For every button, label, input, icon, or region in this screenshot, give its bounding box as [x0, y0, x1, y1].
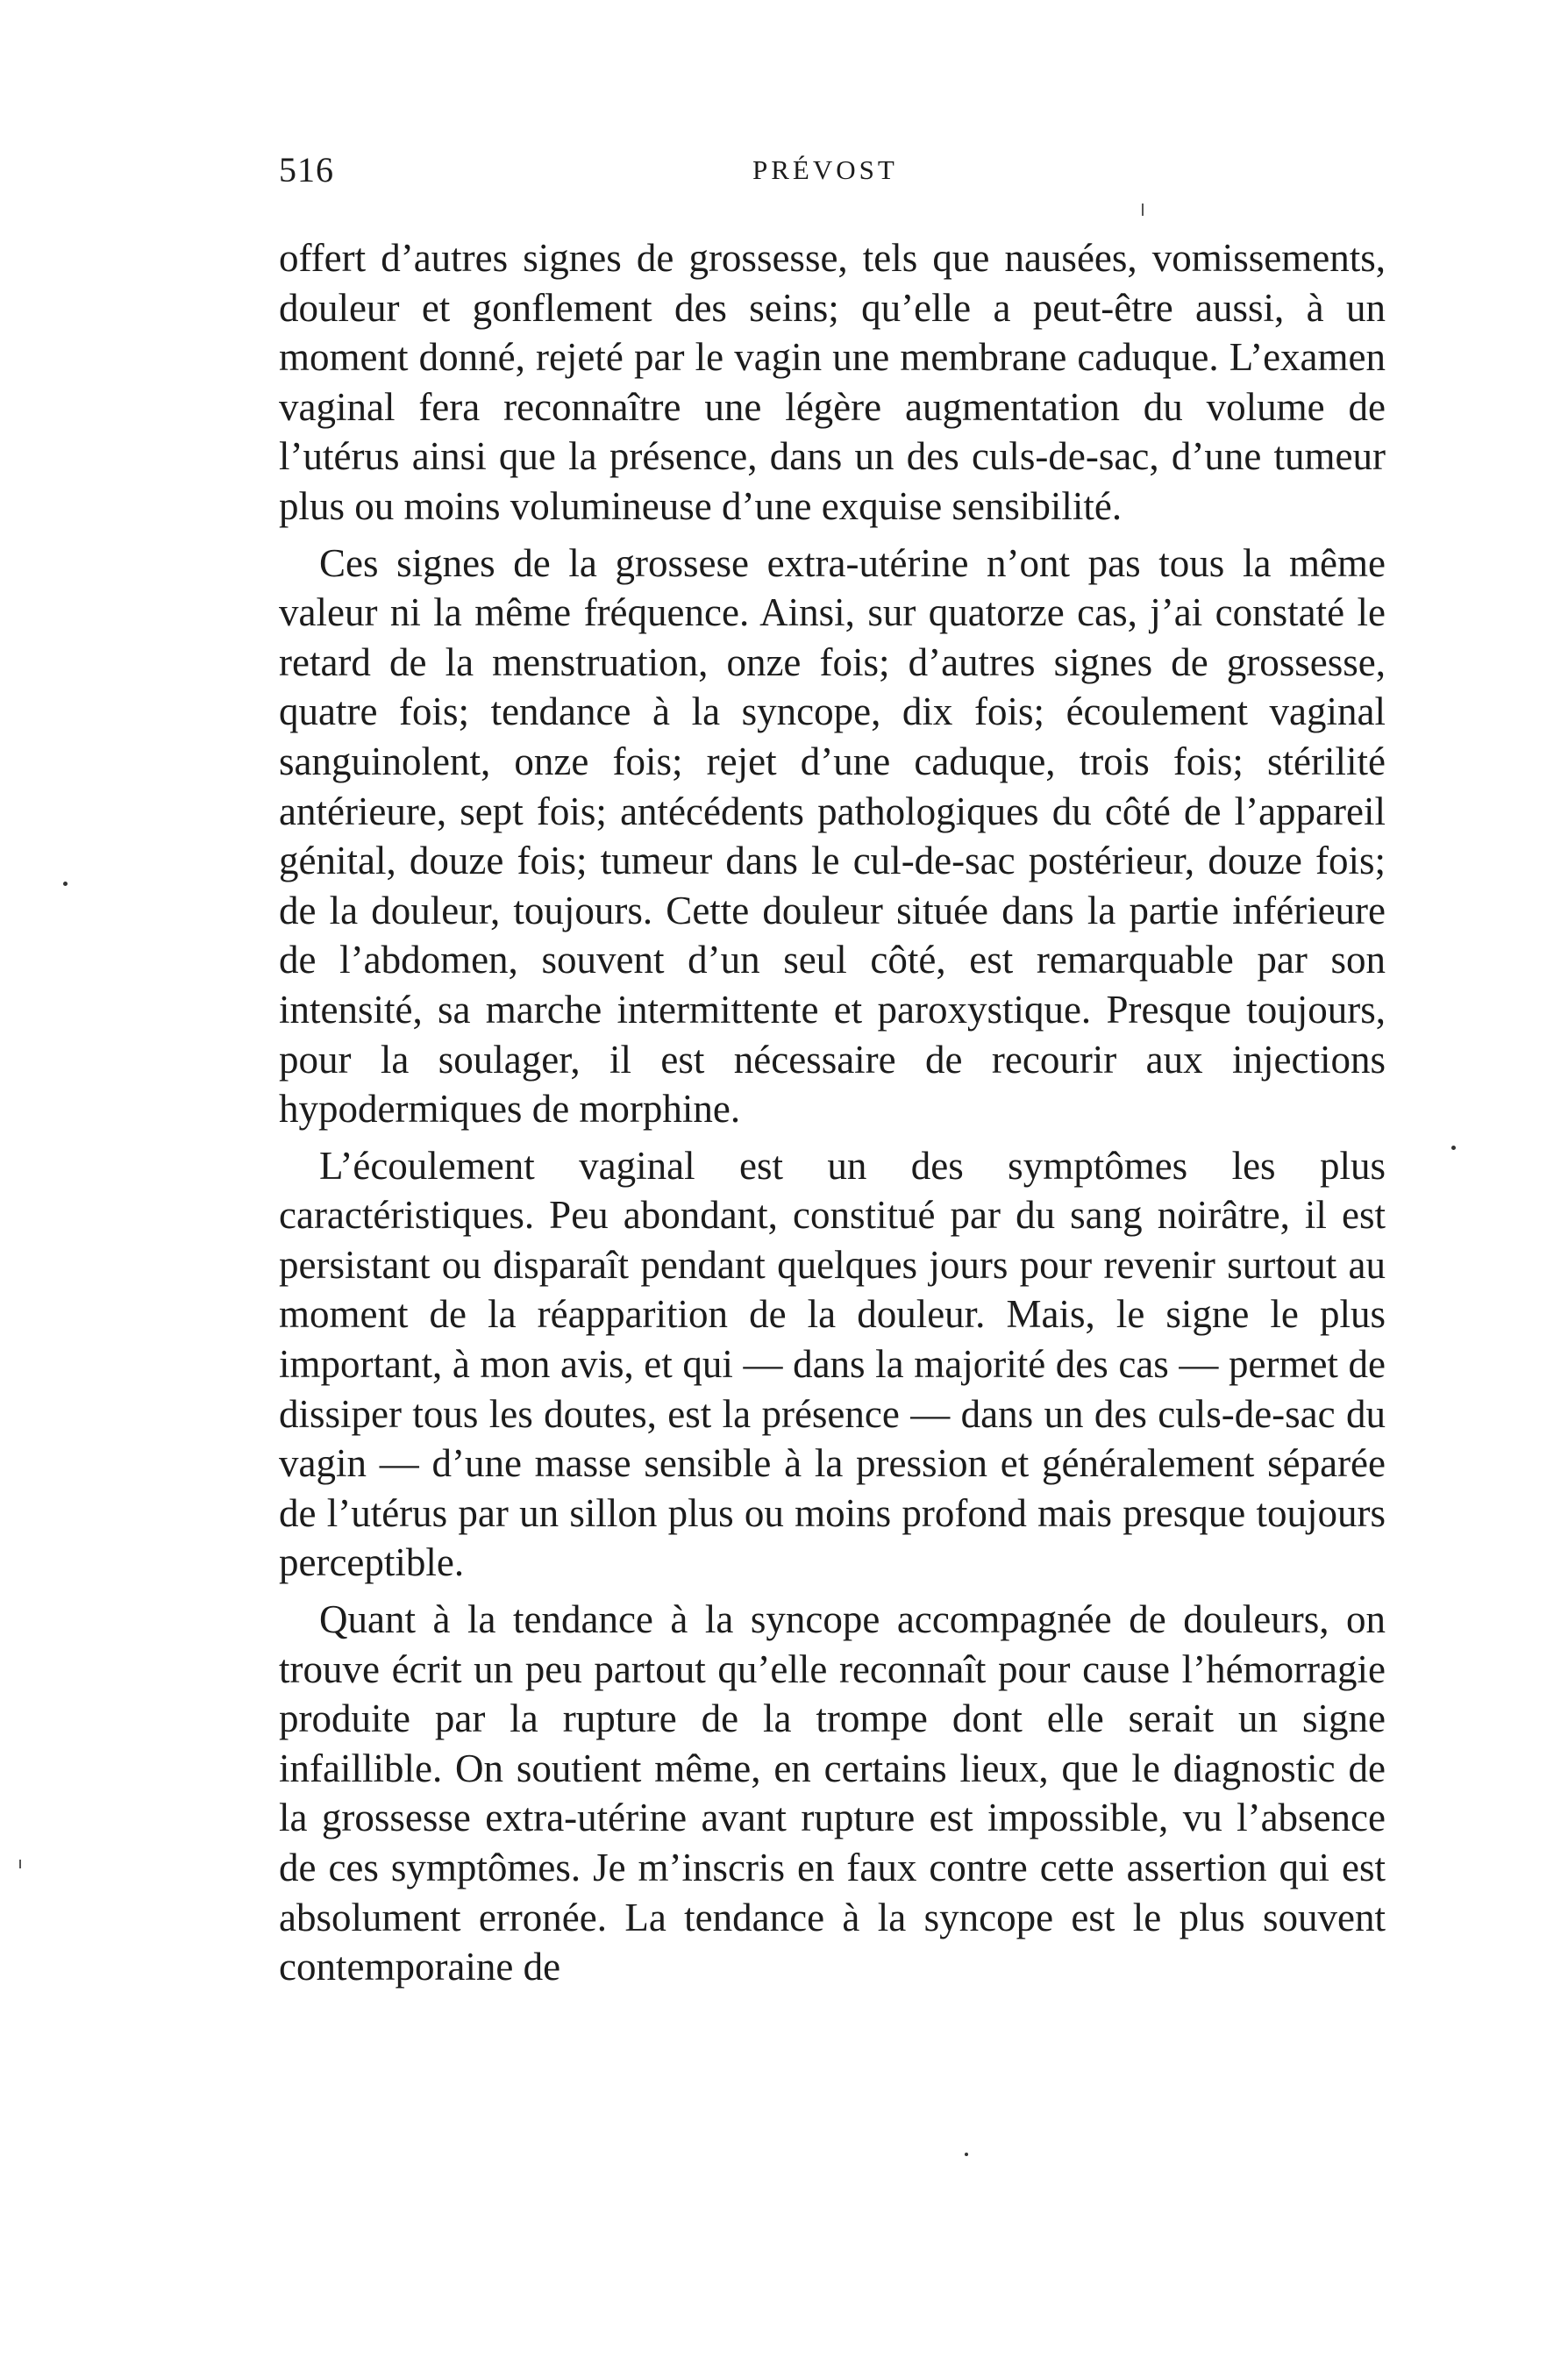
body-text: [279, 233, 1386, 1992]
paragraph-continuation: offert d’autres signes de grossesse, tels que nausées, vomissements, douleur et gonflement des seins; qu’elle a peut-être aussi, à un moment donné, rejeté par le vagin une membrane caduque. L’examen vaginal fera reconnaître une légère augmentation du volume de l’utérus ainsi que la présence, dans un des culs-de-sac, d’une tumeur plus ou moins volumineuse d’une exquise sensibilité.: [279, 236, 1386, 528]
paragraph-syncope: Quant à la tendance à la syncope accompagnée de douleurs, on trouve écrit un peu partout qu’elle reconnaît pour cause l’hémorragie produite par la rupture de la trompe dont elle serait un signe infaillible. On soutient même, en certains lieux, que le diagnostic de la grossesse extra-utérine avant rupture est impossible, vu l’absence de ces symptômes. Je m’inscris en faux contre cette assertion qui est absolument erronée. La tendance à la syncope est le plus souvent contemporaine de: [279, 1597, 1386, 1989]
running-title: PRÉVOST: [752, 154, 898, 185]
page-number: 516: [279, 150, 334, 189]
scan-mark: [1142, 204, 1144, 216]
paragraph-vaginal-discharge: L’écoulement vaginal est un des symptômes les plus caractéristiques. Peu abondant, constitué par du sang noirâtre, il est persistant ou disparaît pendant quelques jours pour revenir surtout au moment de la réapparition de la douleur. Mais, le signe le plus important, à mon avis, et qui — dans la majorité des cas — permet de dissiper tous les doutes, est la présence — dans un des culs-de-sac du vagin — d’une masse sensible à la pression et généralement séparée de l’utérus par un sillon plus ou moins profond mais presque toujours perceptible.: [279, 1143, 1386, 1585]
paragraph-signs-frequency: Ces signes de la grossese extra-utérine n’ont pas tous la même valeur ni la même fréquence. Ainsi, sur quatorze cas, j’ai constaté le retard de la menstruation, onze fois; d’autres signes de grossesse, quatre fois; tendance à la syncope, dix fois; écoulement vaginal sanguinolent, onze fois; rejet d’une caduque, trois fois; stérilité antérieure, sept fois; antécédents pathologiques du côté de l’appareil génital, douze fois; tumeur dans le cul-de-sac postérieur, douze fois; de la douleur, toujours. Cette douleur située dans la partie inférieure de l’abdomen, souvent d’un seul côté, est remarquable par son intensité, sa marche intermittente et paroxystique. Presque toujours, pour la soulager, il est nécessaire de recourir aux injections hypodermiques de morphine.: [279, 540, 1386, 1132]
scan-speck: [1451, 1146, 1456, 1150]
scan-speck: [63, 882, 68, 886]
scan-speck: [965, 2153, 968, 2156]
scan-mark: [19, 1860, 21, 1868]
running-head: [279, 149, 1386, 202]
